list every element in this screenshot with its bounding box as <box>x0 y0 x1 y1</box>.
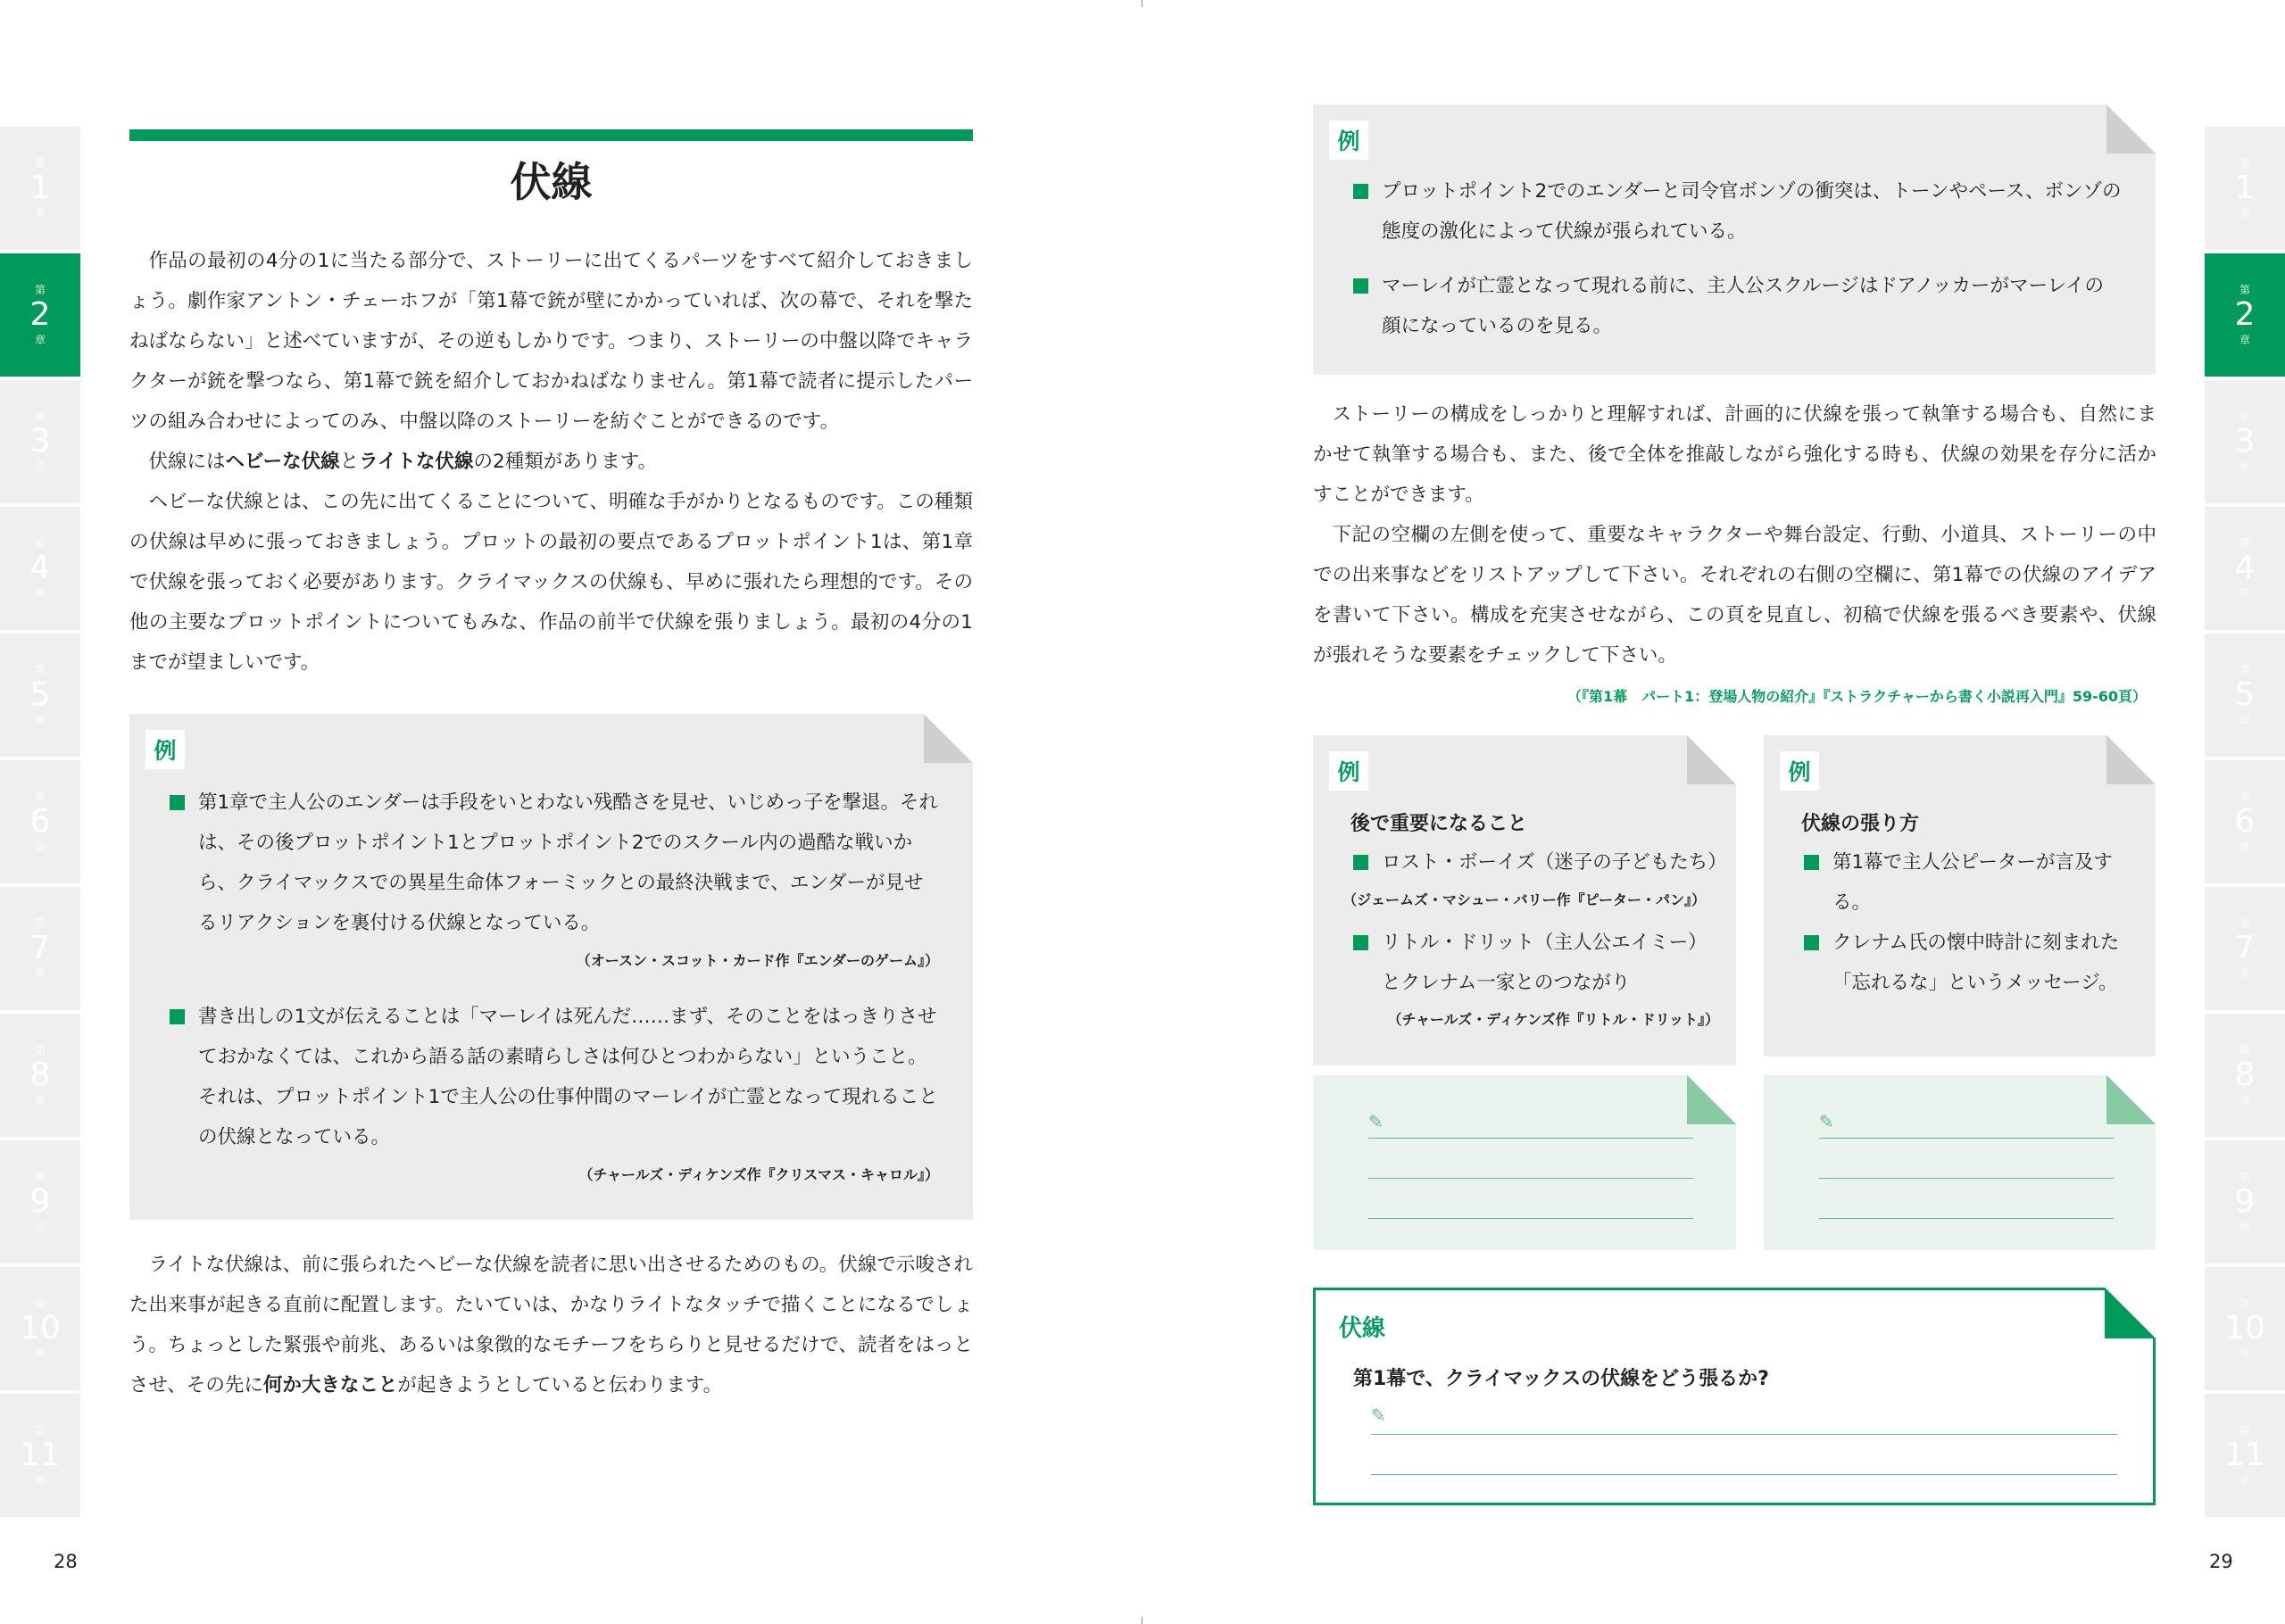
example-item-2: 書き出しの1文が伝えることは「マーレイは死んだ……まず、そのことをはっきりさせておかなくては、これから語る話の素晴らしさは何ひとつわからない」ということ。それは、プロットポイント1で主人公の仕事仲間のマーレイが亡霊となって現れることの伏線となっている。 <box>198 1006 938 1148</box>
bullet-square <box>1353 278 1368 294</box>
card-item-1: ロスト・ボーイズ（迷子の子どもたち） <box>1382 851 1727 874</box>
summary-fold <box>2105 1288 2156 1338</box>
left-page <box>0 0 1142 1624</box>
card-cite-1: （ジェームズ・マシュー・バリー作『ピーター・パン』） <box>1342 891 1706 908</box>
page-title: 伏線 <box>510 158 593 206</box>
card-cite-2: （チャールズ・ディケンズ作『リトル・ドリット』） <box>1387 1011 1719 1028</box>
card-item-2: クレナム氏の懐中時計に刻まれた「忘れるな」というメッセージ。 <box>1832 932 2120 994</box>
writing-line[interactable] <box>1371 1434 2117 1435</box>
bullet-square <box>1804 935 1819 950</box>
example-card-important <box>1313 735 1736 1065</box>
example-badge: 例 <box>1329 751 1368 791</box>
card-item-1: 第1幕で主人公ピーターが言及する。 <box>1832 851 2113 914</box>
bullet-square <box>1353 184 1368 199</box>
example-cite-2: （チャールズ・ディケンズ作『クリスマス・キャロル』） <box>578 1166 939 1183</box>
writing-line <box>1819 1218 2114 1219</box>
example-badge: 例 <box>1329 120 1368 160</box>
intro-text <box>129 241 973 683</box>
chapter-tab-10[interactable]: 第 10 章 <box>0 1267 80 1390</box>
bullet-square <box>1804 855 1819 870</box>
chapter-tab-3[interactable]: 第 3 章 <box>0 380 80 503</box>
writing-area-left[interactable] <box>1313 1075 1736 1250</box>
writing-area-right[interactable] <box>1764 1075 2156 1250</box>
chapter-tab-7[interactable]: 第 7 章 <box>2205 887 2285 1010</box>
instructions-text <box>1313 394 2156 675</box>
bullet-square <box>1353 855 1368 870</box>
chapter-tab-8[interactable]: 第 8 章 <box>2205 1014 2285 1137</box>
pencil-icon: ✎ <box>1819 1111 1834 1132</box>
book-reference: （『第1幕 パート1：登場人物の紹介』『ストラクチャーから書く小説再入門』59-60頁） <box>1567 688 2147 705</box>
page-fold-shade <box>1687 735 1736 784</box>
example-card-right <box>1313 104 2156 375</box>
bullet-square <box>170 795 185 810</box>
pencil-icon: ✎ <box>1371 1404 1386 1426</box>
writing-line <box>1819 1138 2114 1139</box>
chapter-tab-7[interactable]: 第 7 章 <box>0 887 80 1010</box>
chapter-tab-1[interactable]: 第 1 章 <box>2205 127 2285 250</box>
summary-title: 伏線 <box>1339 1315 1386 1342</box>
page-number-right: 29 <box>2209 1551 2233 1572</box>
instruction-paragraph-1: ストーリーの構成をしっかりと理解すれば、計画的に伏線を張って執筆する場合も、自然にまかせて執筆する場合も、また、後で全体を推敲しながら強化する時も、伏線の効果を存分に活かすことができます。 <box>1313 403 2156 506</box>
title-rule <box>129 129 973 141</box>
right-page <box>1142 0 2285 1624</box>
example-badge: 例 <box>1780 751 1819 791</box>
writing-line <box>1819 1178 2114 1179</box>
chapter-tab-1[interactable]: 第 1 章 <box>0 127 80 250</box>
chapter-tab-11[interactable]: 第 11 章 <box>2205 1394 2285 1517</box>
example-card-method <box>1764 735 2156 1056</box>
chapter-tabs-right <box>2205 127 2285 1520</box>
intro-paragraph-1: 作品の最初の4分の1に当たる部分で、ストーリーに出てくるパーツをすべて紹介しておきましょう。劇作家アントン・チェーホフが「第1幕で銃が壁にかかっていれば、次の幕で、それを撃たねばならない」と述べていますが、その逆もしかりです。つまり、ストーリーの中盤以降でキャラクターが銃を撃つなら、第1幕で銃を紹介しておかねばなりません。第1幕で読者に提示したパーツの組み合わせによってのみ、中盤以降のストーリーを紡ぐことができるのです。 <box>129 250 973 433</box>
card-item-2: リトル・ドリット（主人公エイミー）とクレナム一家とのつながり <box>1382 932 1698 994</box>
example-card-left <box>129 714 973 1220</box>
chapter-tab-11[interactable]: 第 11 章 <box>0 1394 80 1517</box>
chapter-tab-9[interactable]: 第 9 章 <box>2205 1140 2285 1264</box>
example-cite-1: （オースン・スコット・カード作『エンダーのゲーム』） <box>576 952 939 969</box>
bullet-square <box>170 1009 185 1024</box>
writing-line <box>1368 1218 1693 1219</box>
example-item-1: 第1章で主人公のエンダーは手段をいとわない残酷さを見せ、いじめっ子を撃退。それは、その後プロットポイント1とプロットポイント2でのスクール内の過酷な戦いから、クライマックスでの異星生命体フォーミックとの最終決戦まで、エンダーが見せるリアクションを裏付ける伏線となっている。 <box>198 791 938 934</box>
chapter-tab-5[interactable]: 第 5 章 <box>0 634 80 757</box>
page-fold-shade <box>2106 104 2156 153</box>
intro-paragraph-2: ヘビーな伏線とは、この先に出てくることについて、明確な手がかりとなるものです。この種類の伏線は早めに張っておきましょう。プロットの最初の要点であるプロットポイント1は、第1章で伏線を張っておく必要があります。クライマックスの伏線も、早めに張れたら理想的です。その他の主要なプロットポイントについてもみな、作品の前半で伏線を張りましょう。最初の4分の1までが望ましいです。 <box>129 491 973 674</box>
chapter-tab-2[interactable]: 第 2 章 <box>2205 253 2285 377</box>
chapter-tab-4[interactable]: 第 4 章 <box>0 507 80 630</box>
chapter-tab-4[interactable]: 第 4 章 <box>2205 507 2285 630</box>
chapter-tab-3[interactable]: 第 3 章 <box>2205 380 2285 503</box>
light-foreshadow-text: ライトな伏線は、前に張られたヘビーな伏線を読者に思い出させるためのもの。伏線で示唆された出来事が起きる直前に配置します。たいていは、かなりライトなタッチで描くことになるでしょう。ちょっとした緊張や前兆、あるいは象徴的なモチーフをちらりと見せるだけで、読者をはっとさせ、その先に何か大きなことが起きようとしていると伝わります。 <box>129 1254 973 1396</box>
instruction-paragraph-2: 下記の空欄の左側を使って、重要なキャラクターや舞台設定、行動、小道具、ストーリーの中での出来事などをリストアップして下さい。それぞれの右側の空欄に、第1幕での伏線のアイデアを書いて下さい。構成を充実させながら、この頁を見直し、初稿で伏線を張るべき要素や、伏線が張れそうな要素をチェックして下さい。 <box>1313 524 2156 667</box>
page-fold-shade <box>2106 735 2156 784</box>
types-sentence: 伏線にはヘビーな伏線とライトな伏線の2種類があります。 <box>148 451 658 473</box>
note-fold <box>1687 1075 1736 1124</box>
note-fold <box>2106 1075 2156 1124</box>
emphasis-something-big: 何か大きなこと <box>262 1374 398 1396</box>
example-item-2: マーレイが亡霊となって現れる前に、主人公スクルージはドアノッカーがマーレイの顔になっているのを見る。 <box>1382 275 2105 337</box>
card-heading: 伏線の張り方 <box>1801 813 1920 835</box>
chapter-tab-8[interactable]: 第 8 章 <box>0 1014 80 1137</box>
heavy-term: ヘビーな伏線 <box>225 451 340 473</box>
chapter-tab-9[interactable]: 第 9 章 <box>0 1140 80 1264</box>
light-term: ライトな伏線 <box>359 451 474 473</box>
example-badge: 例 <box>145 730 185 769</box>
example-item-1: プロットポイント2でのエンダーと司令官ボンゾの衝突は、トーンやペース、ボンゾの態度の激化によって伏線が張られている。 <box>1382 180 2122 243</box>
chapter-tabs-left <box>0 127 80 1520</box>
chapter-tab-6[interactable]: 第 6 章 <box>0 760 80 883</box>
writing-line <box>1368 1178 1693 1179</box>
chapter-tab-5[interactable]: 第 5 章 <box>2205 634 2285 757</box>
bullet-square <box>1353 935 1368 950</box>
page-number-left: 28 <box>54 1551 78 1572</box>
summary-question: 第1幕で、クライマックスの伏線をどう張るか? <box>1353 1368 1769 1390</box>
writing-line <box>1368 1138 1693 1139</box>
chapter-tab-2[interactable]: 第 2 章 <box>0 253 80 377</box>
chapter-tab-10[interactable]: 第 10 章 <box>2205 1267 2285 1390</box>
pencil-icon: ✎ <box>1368 1111 1383 1132</box>
page-fold-shade <box>924 714 973 763</box>
summary-box <box>1313 1288 2156 1505</box>
writing-line[interactable] <box>1371 1474 2117 1475</box>
card-heading: 後で重要になること <box>1350 813 1528 835</box>
chapter-tab-6[interactable]: 第 6 章 <box>2205 760 2285 883</box>
